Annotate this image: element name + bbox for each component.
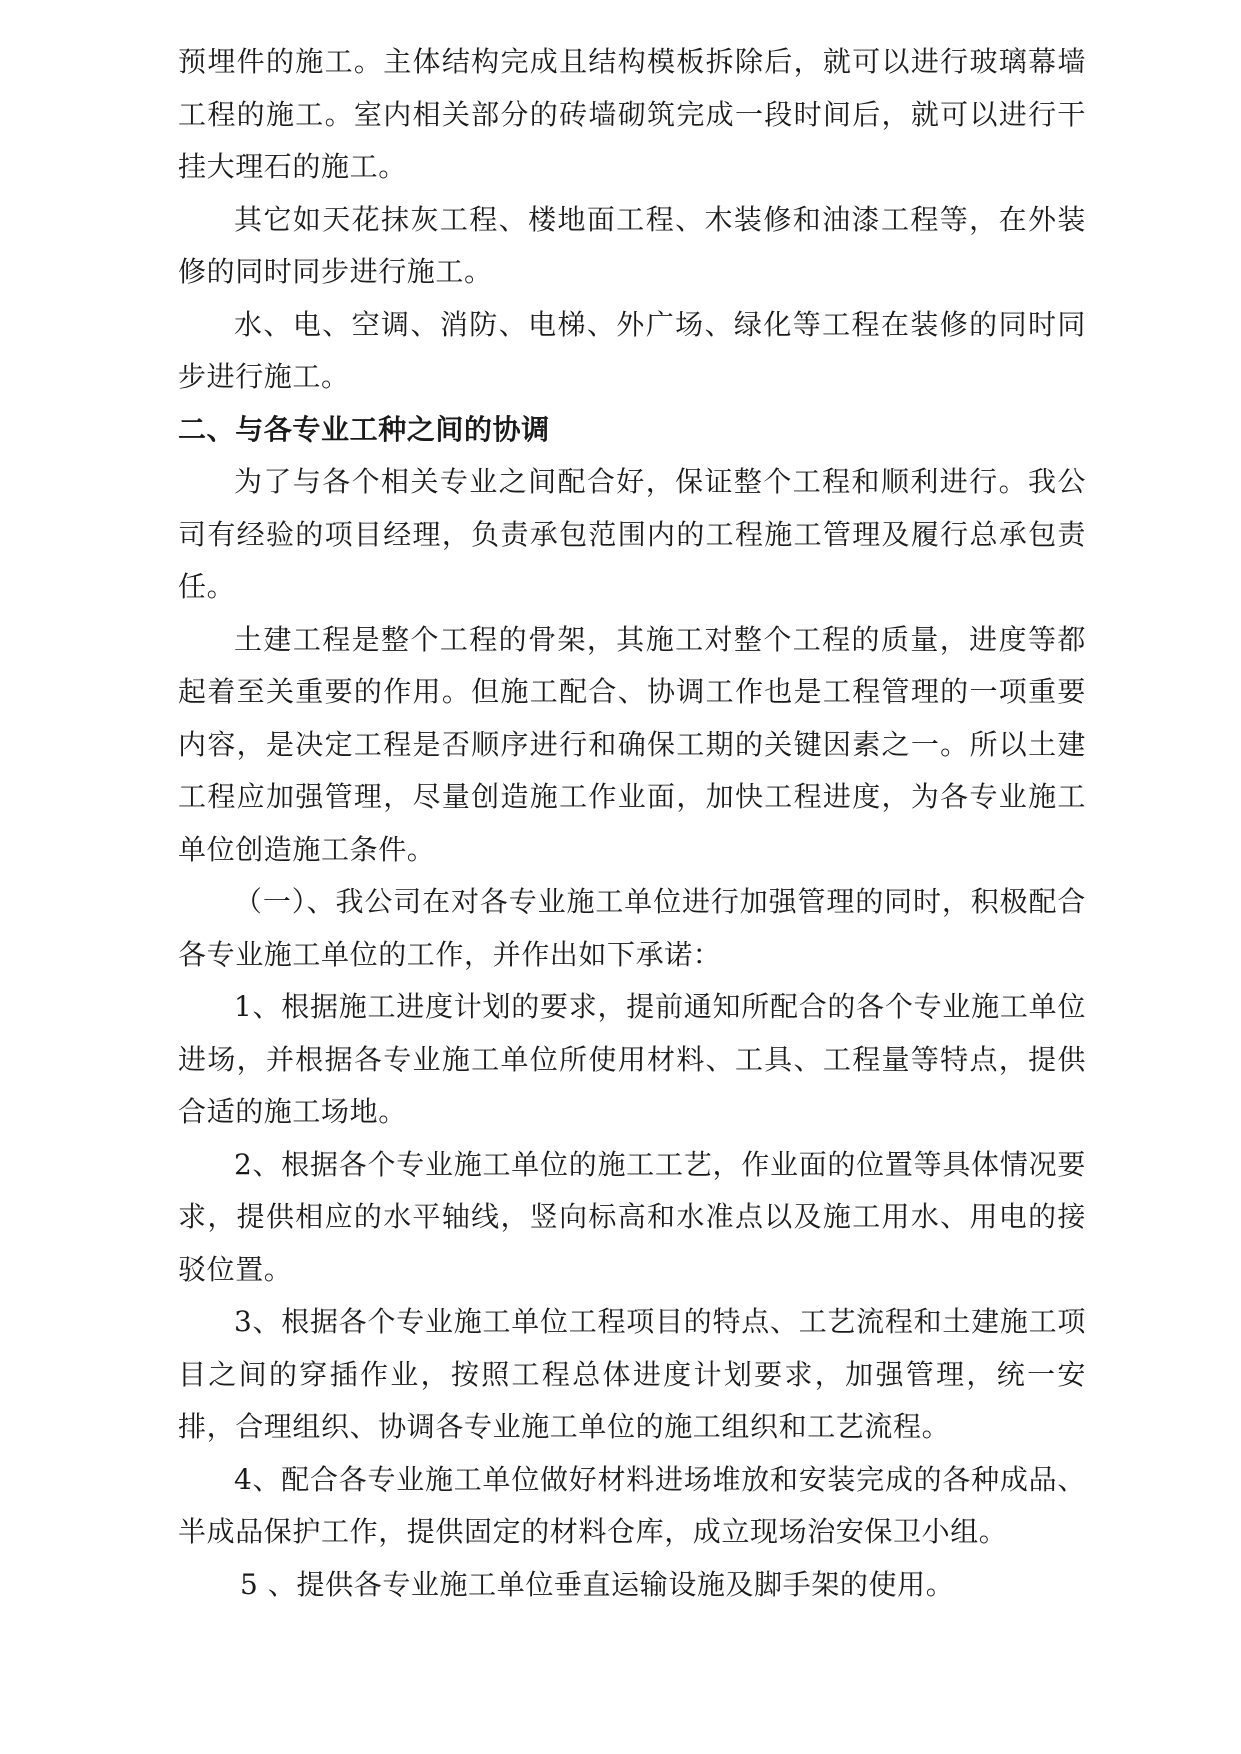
section-heading-coordination: 二、与各专业工种之间的协调 — [178, 412, 550, 446]
document-body — [178, 36, 1086, 1611]
paragraph-continuation: 预埋件的施工。主体结构完成且结构模板拆除后，就可以进行玻璃幕墙工程的施工。室内相关部分的砖墙砌筑完成一段时间后，就可以进行干挂大理石的施工。 — [178, 45, 1086, 183]
list-item-1: 1、根据施工进度计划的要求，提前通知所配合的各个专业施工单位进场，并根据各专业施工单位所使用材料、工具、工程量等特点，提供合适的施工场地。 — [178, 990, 1086, 1128]
paragraph-commitments-intro: （一）、我公司在对各专业施工单位进行加强管理的同时，积极配合各专业施工单位的工作，并作出如下承诺： — [178, 885, 1086, 971]
paragraph-mep-works: 水、电、空调、消防、电梯、外广场、绿化等工程在装修的同时同步进行施工。 — [178, 307, 1086, 393]
list-item-3: 3、根据各个专业施工单位工程项目的特点、工艺流程和土建施工项目之间的穿插作业，按照工程总体进度计划要求，加强管理，统一安排，合理组织、协调各专业施工单位的施工组织和工艺流程。 — [178, 1305, 1086, 1443]
list-item-2: 2、根据各个专业施工单位的施工工艺，作业面的位置等具体情况要求，提供相应的水平轴线，竖向标高和水准点以及施工用水、用电的接驳位置。 — [178, 1147, 1086, 1286]
list-item-5: 5 、提供各专业施工单位垂直运输设施及脚手架的使用。 — [240, 1567, 955, 1601]
paragraph-civil-works: 土建工程是整个工程的骨架，其施工对整个工程的质量，进度等都起着至关重要的作用。但施工配合、协调工作也是工程管理的一项重要内容，是决定工程是否顺序进行和确保工期的关键因素之一。所以土建工程应加强管理，尽量创造施工作业面，加快工程进度，为各专业施工单位创造施工条件。 — [178, 622, 1086, 866]
paragraph-project-manager: 为了与各个相关专业之间配合好，保证整个工程和顺利进行。我公司有经验的项目经理，负责承包范围内的工程施工管理及履行总承包责任。 — [178, 465, 1086, 603]
paragraph-ceiling-floor-works: 其它如天花抹灰工程、楼地面工程、木装修和油漆工程等，在外装修的同时同步进行施工。 — [178, 202, 1086, 288]
list-item-4: 4、配合各专业施工单位做好材料进场堆放和安装完成的各种成品、半成品保护工作，提供固定的材料仓库，成立现场治安保卫小组。 — [178, 1462, 1086, 1548]
